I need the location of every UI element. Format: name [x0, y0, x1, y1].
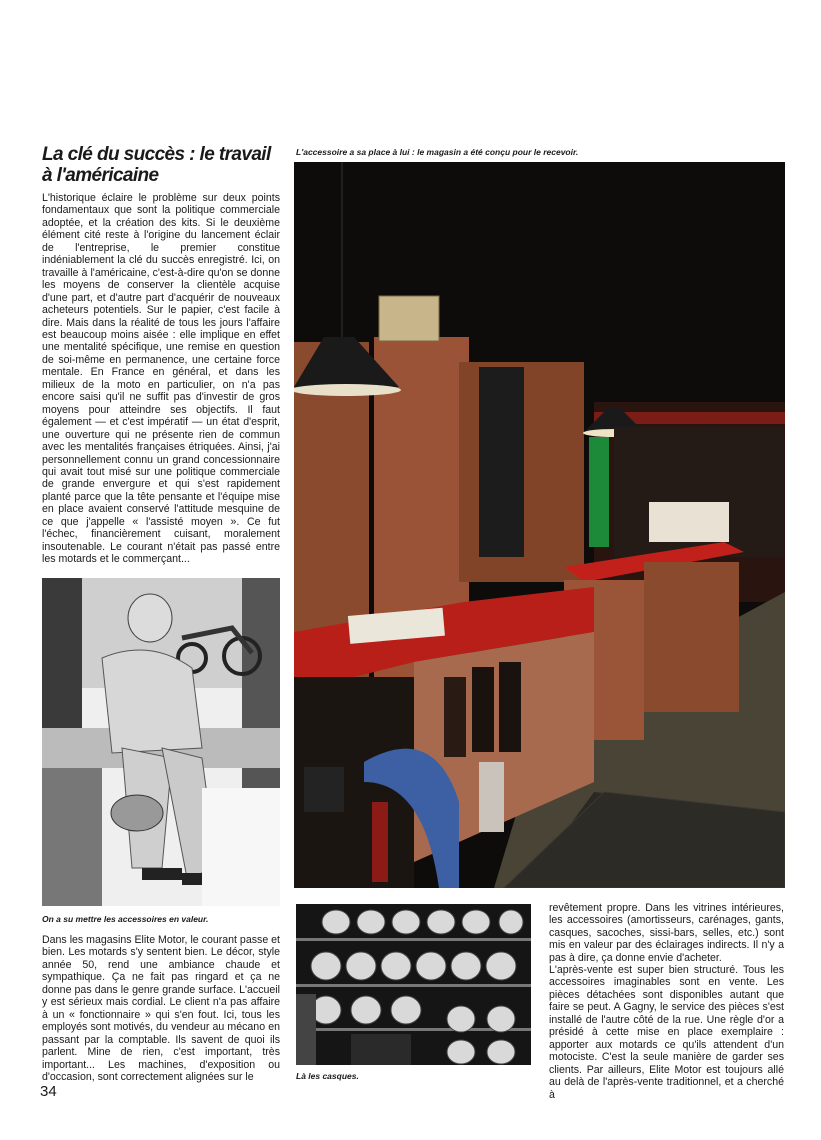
photo-shop-illustration — [294, 162, 785, 888]
photo-helmets — [296, 904, 531, 1065]
body-paragraph-3: revêtement propre. Dans les vitrines intérieures, les accessoires (amortisseurs, carénages, gants, casques, sacoches, sissi-bars, selles, etc.) sont mis en valeur par des éclairages indirects. Il n'y a pas à dire, ça donne envie d'acheter. — [549, 902, 784, 964]
helmets-illustration — [296, 904, 531, 1065]
photo-biker-seated — [42, 578, 280, 906]
caption-helmets: Là les casques. — [296, 1071, 359, 1081]
body-paragraph-2: Dans les magasins Elite Motor, le courant passe et bien. Les motards s'y sentent bien. Le décor, style année 50, rend une ambiance chaude et sympathique. Ça ne fait pas ringard et ça ne donne pas dans le genre grande surface. L'accueil y est sérieux mais cordial. Le client n'a pas affaire à un « fonctionnaire » qui s'en fout. Ici, tous les employés sont motivés, du vendeur au mécano en passant par la comptable. Ils savent de quoi ils parlent. Mine de rien, c'est important, très important... Les machines, d'exposition ou d'occasion, sont correctement alignées sur le — [42, 934, 280, 1083]
photo-biker-illustration — [42, 578, 280, 906]
page-number: 34 — [40, 1083, 57, 1100]
body-paragraph-4: L'après-vente est super bien structuré. Tous les accessoires imaginables sont en vente. Les pièces détachées sont disponibles autant que faire se peut. A Gagny, le service des pièces s'est installé de l'autre côté de la rue. Une règle d'or a présidé à cette mise en place exemplaire : apporter aux motards ce qu'ils attendent d'un motociste. C'est la seule manière de garder ses clients. Par ailleurs, Elite Motor est toujours allé au delà de l'après-vente traditionnel, et a cherché à — [549, 964, 784, 1101]
photo-shop-interior — [294, 162, 785, 888]
caption-accessories: On a su mettre les accessoires en valeur. — [42, 914, 209, 924]
body-paragraph-1: L'historique éclaire le problème sur deux points fondamentaux que sont la politique commerciale adoptée, et la création des kits. Si le deuxième élément cité reste à l'origine du lancement éclair de l'entreprise, le premier constitue indéniablement la clé du succès enregistré. Ici, on travaille à l'américaine, c'est-à-dire qu'on se donne les moyens de conserver la clientèle acquise d'une part, et d'autre part d'acquérir de nouveaux acheteurs potentiels. Sur le papier, c'est facile à dire. Mais dans la réalité de tous les jours l'affaire est beaucoup moins aisée : elle implique en effet une mentalité spécifique, une remise en question de soi-même en permanence, une certaine force mentale. En France en général, et dans les milieux de la moto en particulier, on n'a pas encore saisi qu'il ne suffit pas d'investir de gros moyens pour atteindre ses objectifs. Il faut également — et c'est impératif — un état d'esprit, une ouverture qui ne présente rien de commun avec les mentalités françaises étriquées. Ainsi, j'ai personnellement connu un grand concessionnaire qui avait tout misé sur une politique commerciale de grande envergure et qui s'est rapidement planté parce que la tête pensante et l'équipe mise en place avaient conservé l'attitude mesquine de ce que j'appelle « l'assisté moyen ». Ce fut l'échec, financièrement cuisant, moralement insoutenable. Le courant n'était pas passé entre les motards et le commerçant... — [42, 192, 280, 566]
caption-shop: L'accessoire a sa place à lui : le magasin a été conçu pour le recevoir. — [296, 147, 579, 157]
article-heading: La clé du succès : le travail à l'américaine — [42, 144, 271, 186]
